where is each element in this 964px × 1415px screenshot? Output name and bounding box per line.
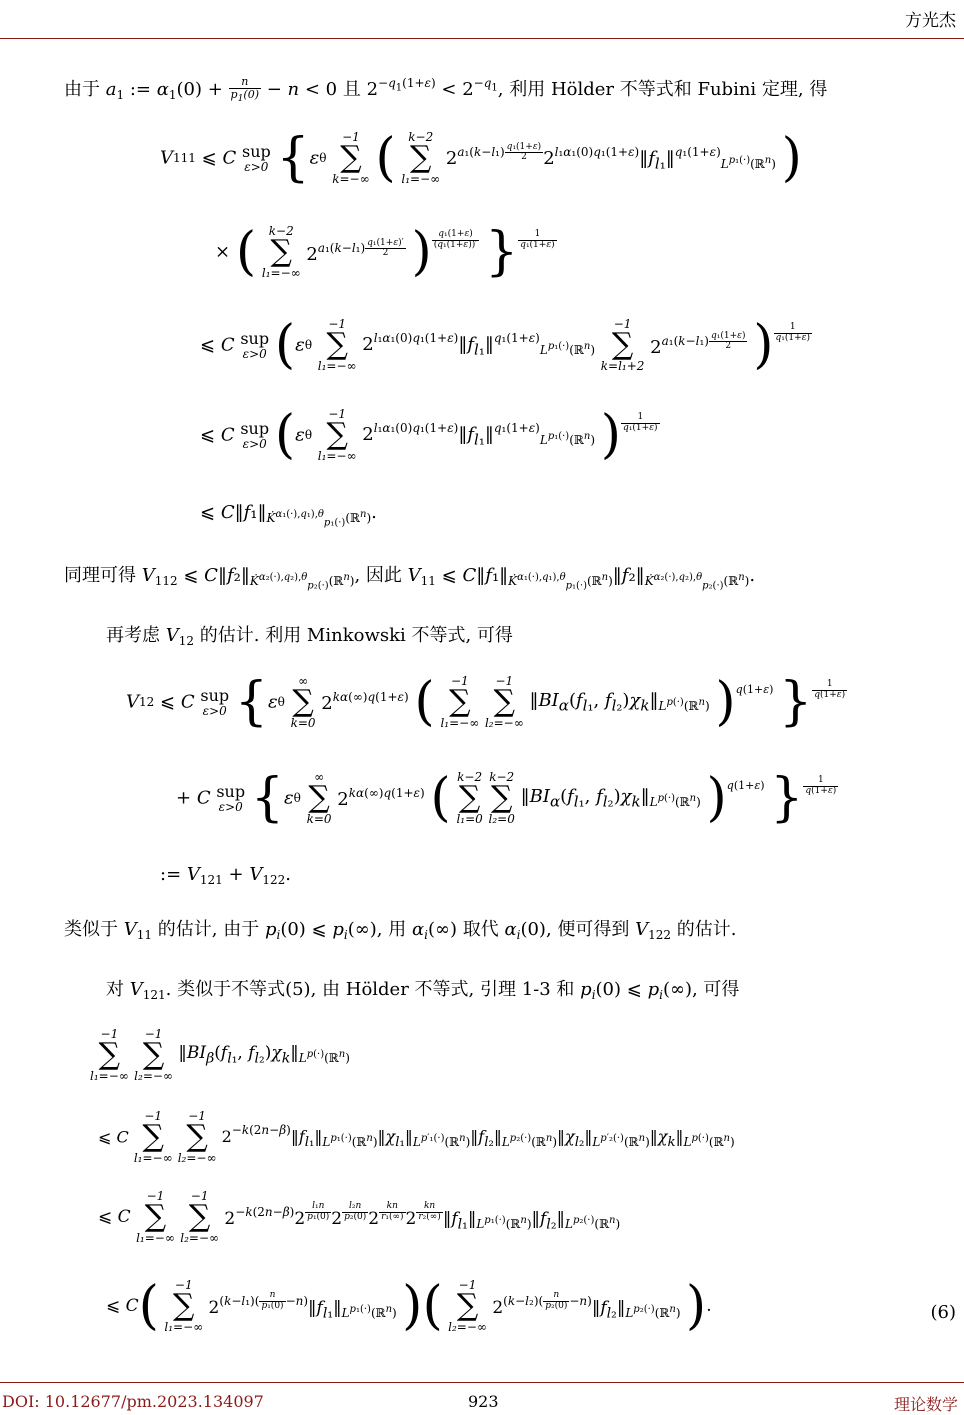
intro-text-3: , 利用 Hölder 不等式和 Fubini 定理, 得: [497, 79, 828, 100]
v121-line: 对 $V_{121}$. 类似于不等式(5), 由 Hölder 不等式, 引理 1-3 和 $p_i(0)$ ⩽ $p_i(\infty)$, 可得: [106, 979, 740, 1002]
eq-v111-line5: ⩽ $C‖f_1‖_{K̇^{\alpha_1(\cdot),q_1),\theta}_{p_1(\cdot)}(ℝ^n)}$.: [200, 502, 377, 529]
similar-line: 同理可得 $V_{112}$ ⩽ $C‖f_2‖_{K̇^{\alpha_2(\cdot),q_2),\theta}_{p_2(\cdot)}(ℝ^n)}$, 因此 $V_{11}$ ⩽ $C‖f_1‖_{K̇^{\alpha_1(\cdot),q_1),\theta}_{p_1(\cdot)}(ℝ^n)}‖f_2‖_{K̇^{\alpha_2(\cdot),q_2),\theta}_{p_2(\cdot)}(ℝ^n)}$.: [64, 565, 756, 592]
eq-bi-line4: ⩽ C( −1 ∑ l₁=−∞ $2^{(k-l_1)( \frac{n}{\text{p₁(0)}} -n)}‖f_{l_1}‖_{L^{p_1(\cdot)}(ℝ^n)}$ )( −1 ∑ l₂=−∞ $2^{(k-l_2)( \frac{n}{\text{p₂(0)}} -n)}‖f_{l_2}‖_{L^{p_2(\cdot)}(ℝ^n)}$ ).: [106, 1276, 712, 1336]
lt-zero: < 0: [304, 79, 338, 100]
eq-v111-line2: × ( k−2 ∑ l₁=−∞ $2^{a_1(k-l_1) \frac{\text{q₁(1+ε)′}}{2}}$ ) $^{\frac{\text{q₁(1+ε)}}{\text{(q₁(1+ε))′}}}$ } $^{\frac{1}{\text{q₁(1+ε)}}}$: [215, 222, 555, 282]
eq-v12-line1: V12 ⩽ C sup ε>0 {εθ ∞ ∑ k=0 $2^{k\alpha(\infty)q(1+\varepsilon)}$ ( −1 ∑ l₁=−∞ −1 ∑ l₂=−∞ $‖BI_\alpha(f_{l_1}$, $f_{l_2})\chi_k‖_{L^{p(\cdot)}(ℝ^n)}$ )$^{q(1+\varepsilon)}$ } $^{\frac{1}{q(1+\varepsilon)}}$: [126, 672, 846, 732]
header-rule: [0, 38, 964, 39]
header-author: 方光杰: [905, 11, 956, 31]
next-line: 再考虑 $V_{12}$ 的估计. 利用 Minkowski 不等式, 可得: [106, 625, 513, 648]
a1-symbol: a: [105, 79, 117, 100]
equation-number: (6): [930, 1302, 956, 1323]
eq-bi-line1: −1 ∑ l₁=−∞ −1 ∑ l₂=−∞ $‖BI_\beta(f_{l_1}$, $f_{l_2})\chi_k‖_{L^{p(\cdot)}(ℝ^n)}$: [90, 1027, 350, 1083]
eq-v111-line4: ⩽ C sup ε>0 (εθ −1 ∑ l₁=−∞ $2^{l_1\alpha_1(0)q_1(1+\varepsilon)}‖f_{l_1}‖^{q_1(1+\varepsilon)}_{L^{p_1(\cdot)}(ℝ^n)}$ ) $^{\frac{1}{\text{q₁(1+ε)}}}$: [200, 405, 658, 465]
intro-text-2: 且: [342, 79, 361, 100]
eq-v12-line2: + C sup ε>0 {εθ ∞ ∑ k=0 $2^{k\alpha(\infty)q(1+\varepsilon)}$ ( k−2 ∑ l₁=0 k−2 ∑ l₂=0 $‖BI_\alpha(f_{l_1}$, $f_{l_2})\chi_k‖_{L^{p(\cdot)}(ℝ^n)}$ )$^{q(1+\varepsilon)}$ } $^{\frac{1}{q(1+\varepsilon)}}$: [176, 768, 837, 828]
intro-line: 由于 $a_1$ := $\alpha_1(0)$ + $\frac{n}{p_1(0)}$ − n < 0 且 $2^{-q_1(1+\varepsilon)} < 2^{-q_1}$, 利用 Hölder 不等式和 Fubini 定理, 得: [64, 75, 828, 105]
footer-doi[interactable]: DOI: 10.12677/pm.2023.134097: [2, 1392, 264, 1411]
eq-v12-line3: := $V_{121} + V_{122}$.: [160, 864, 291, 887]
eq-bi-line3: ⩽ C −1 ∑ l₁=−∞ −1 ∑ l₂=−∞ $2^{-k(2n-\beta)}2$ $^{\frac{\text{l₁n}}{\text{p₁(0)}}}$ 2 $^{\frac{\text{l₂n}}{\text{p₂(0)}}}$ 2 $^{\frac{kn}{\text{r₁(∞)}}}$ 2 $^{\frac{kn}{\text{r₂(∞)}}}$ $‖f_{l_1}‖_{L^{p_1(\cdot)}(ℝ^n)}‖f_{l_2}‖_{L^{p_2(\cdot)}(ℝ^n)}$: [98, 1189, 621, 1245]
analog-line: 类似于 $V_{11}$ 的估计, 由于 $p_i(0)$ ⩽ $p_i(\infty)$, 用 $\alpha_i(\infty)$ 取代 $\alpha_i(0)$, 便可得到 $V_{122}$ 的估计.: [64, 919, 737, 942]
n-over-p1: $\frac{n}{p_1(0)}$: [230, 75, 259, 105]
footer-journal: 理论数学: [893, 1395, 958, 1414]
eq-v111-line3: ⩽ C sup ε>0 (εθ −1 ∑ l₁=−∞ $2^{l_1\alpha_1(0)q_1(1+\varepsilon)}‖f_{l_1}‖^{q_1(1+\varepsilon)}_{L^{p_1(\cdot)}(ℝ^n)}$ −1 ∑ k=l₁+2 $2^{a_1(k-l_1) \frac{\text{q₁(1+ε)}}{2}}$ ) $^{\frac{1}{\text{q₁(1+ε)}}}$: [200, 315, 811, 375]
eq-bi-line2: ⩽ C −1 ∑ l₁=−∞ −1 ∑ l₂=−∞ $2^{-k(2n-\beta)}‖f_{l_1}‖_{L^{p_1(\cdot)}(ℝ^n)}‖\chi_{l_1}‖_{L^{p'_1(\cdot)}(ℝ^n)}‖f_{l_2}‖_{L^{p_2(\cdot)}(ℝ^n)}‖\chi_{l_2}‖_{L^{p'_2(\cdot)}(ℝ^n)}‖\chi_k‖_{L^{p(\cdot)}(ℝ^n)}$: [98, 1109, 735, 1165]
eq-v111-line1: V111 ⩽ C sup ε>0 {εθ −1 ∑ k=−∞ ( k−2 ∑ l₁=−∞ $2^{a_1(k-l_1) \frac{\text{q₁(1+ε)}}{2}}$ $2^{l_1\alpha_1(0)q_1(1+\varepsilon)}‖f_{l_1}‖^{q_1(1+\varepsilon)}_{L^{p_1(\cdot)}(ℝ^n)}$ ): [160, 128, 802, 188]
intro-text-1: 由于: [64, 79, 100, 100]
footer-page-number: 923: [468, 1392, 499, 1411]
v111-symbol: V: [160, 147, 173, 169]
footer-rule: [0, 1382, 964, 1383]
